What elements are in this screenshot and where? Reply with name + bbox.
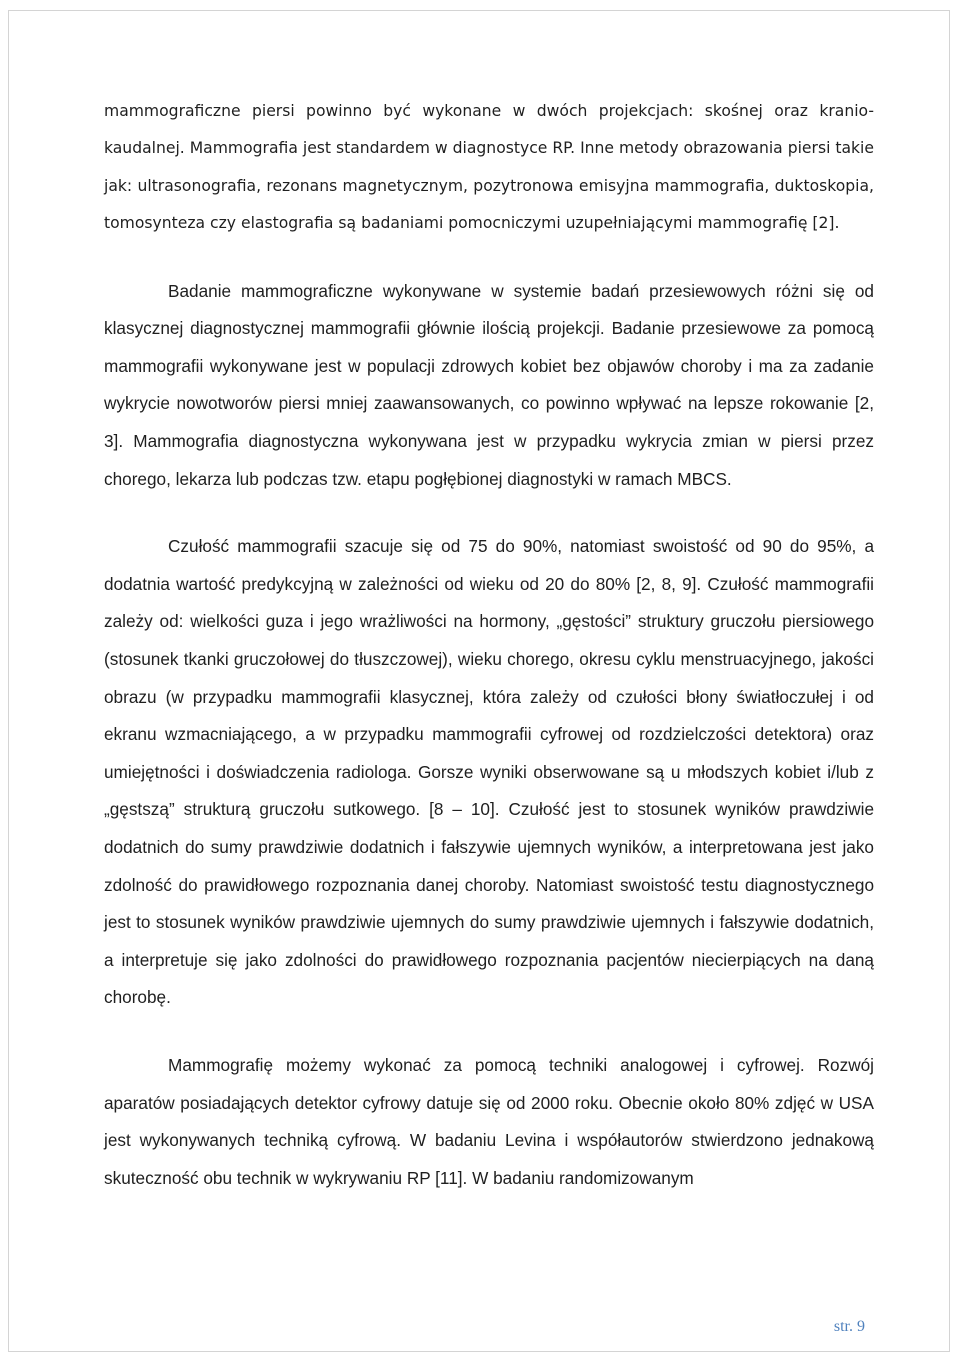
- paragraph-1: mammograficzne piersi powinno być wykonane w dwóch projekcjach: skośnej oraz kranio-kaudalnej. Mammografia jest standardem w diagnostyce RP. Inne metody obrazowania piersi takie jak: ultrasonografia, rezonans magnetycznym, pozytronowa emisyjna mammografia, duktoskopia, tomosynteza czy elastografia są badaniami pomocniczymi uzupełniającymi mammografię [2].: [104, 102, 874, 233]
- paragraph-3: Czułość mammografii szacuje się od 75 do 90%, natomiast swoistość od 90 do 95%, a dodatnia wartość predykcyjną w zależności od wieku od 20 do 80% [2, 8, 9]. Czułość mammografii zależy od: wielkości guza i jego wrażliwości na hormony, „gęstości” struktury gruczołu piersiowego (stosunek tkanki gruczołowej do tłuszczowej), wieku chorego, okresu cyklu menstruacyjnego, jakości obrazu (w przypadku mammografii klasycznej, która zależy od czułości błony światłoczułej i od ekranu wzmacniającego, a w przypadku mammografii cyfrowej od rozdzielczości detektora) oraz umiejętności i doświadczenia radiologa. Gorsze wyniki obserwowane są u młodszych kobiet i/lub z „gęstszą” strukturą gruczołu sutkowego. [8 – 10]. Czułość jest to stosunek wyników prawdziwie dodatnich do sumy prawdziwie dodatnich i fałszywie ujemnych wyników, a interpretowana jest jako zdolność do prawidłowego rozpoznania danej choroby. Natomiast swoistość testu diagnostycznego jest to stosunek wyników prawdziwie ujemnych do sumy prawdziwie ujemnych i fałszywie dodatnich, a interpretuje się jako zdolności do prawidłowego rozpoznania pacjentów niecierpiących na daną chorobę.: [104, 536, 874, 1008]
- page-number: str. 9: [833, 1318, 865, 1335]
- paragraph-4: Mammografię możemy wykonać za pomocą techniki analogowej i cyfrowej. Rozwój aparatów posiadających detektor cyfrowy datuje się od 2000 roku. Obecnie około 80% zdjęć w USA jest wykonywanych techniką cyfrową. W badaniu Levina i współautorów stwierdzono jednakową skuteczność obu technik w wykrywaniu RP [11]. W badaniu randomizowanym: [104, 1054, 874, 1188]
- paragraph-2: Badanie mammograficzne wykonywane w systemie badań przesiewowych różni się od klasycznej diagnostycznej mammografii głównie ilością projekcji. Badanie przesiewowe za pomocą mammografii wykonywane jest w populacji zdrowych kobiet bez objawów choroby i ma za zadanie wykrycie nowotworów piersi mniej zaawansowanych, co powinno wpływać na lepsze rokowanie [2, 3]. Mammografia diagnostyczna wykonywana jest w przypadku wykrycia zmian w piersi przez chorego, lekarza lub podczas tzw. etapu pogłębionej diagnostyki w ramach MBCS.: [104, 280, 874, 489]
- page-content: [104, 93, 874, 1197]
- document-page: [8, 10, 950, 1352]
